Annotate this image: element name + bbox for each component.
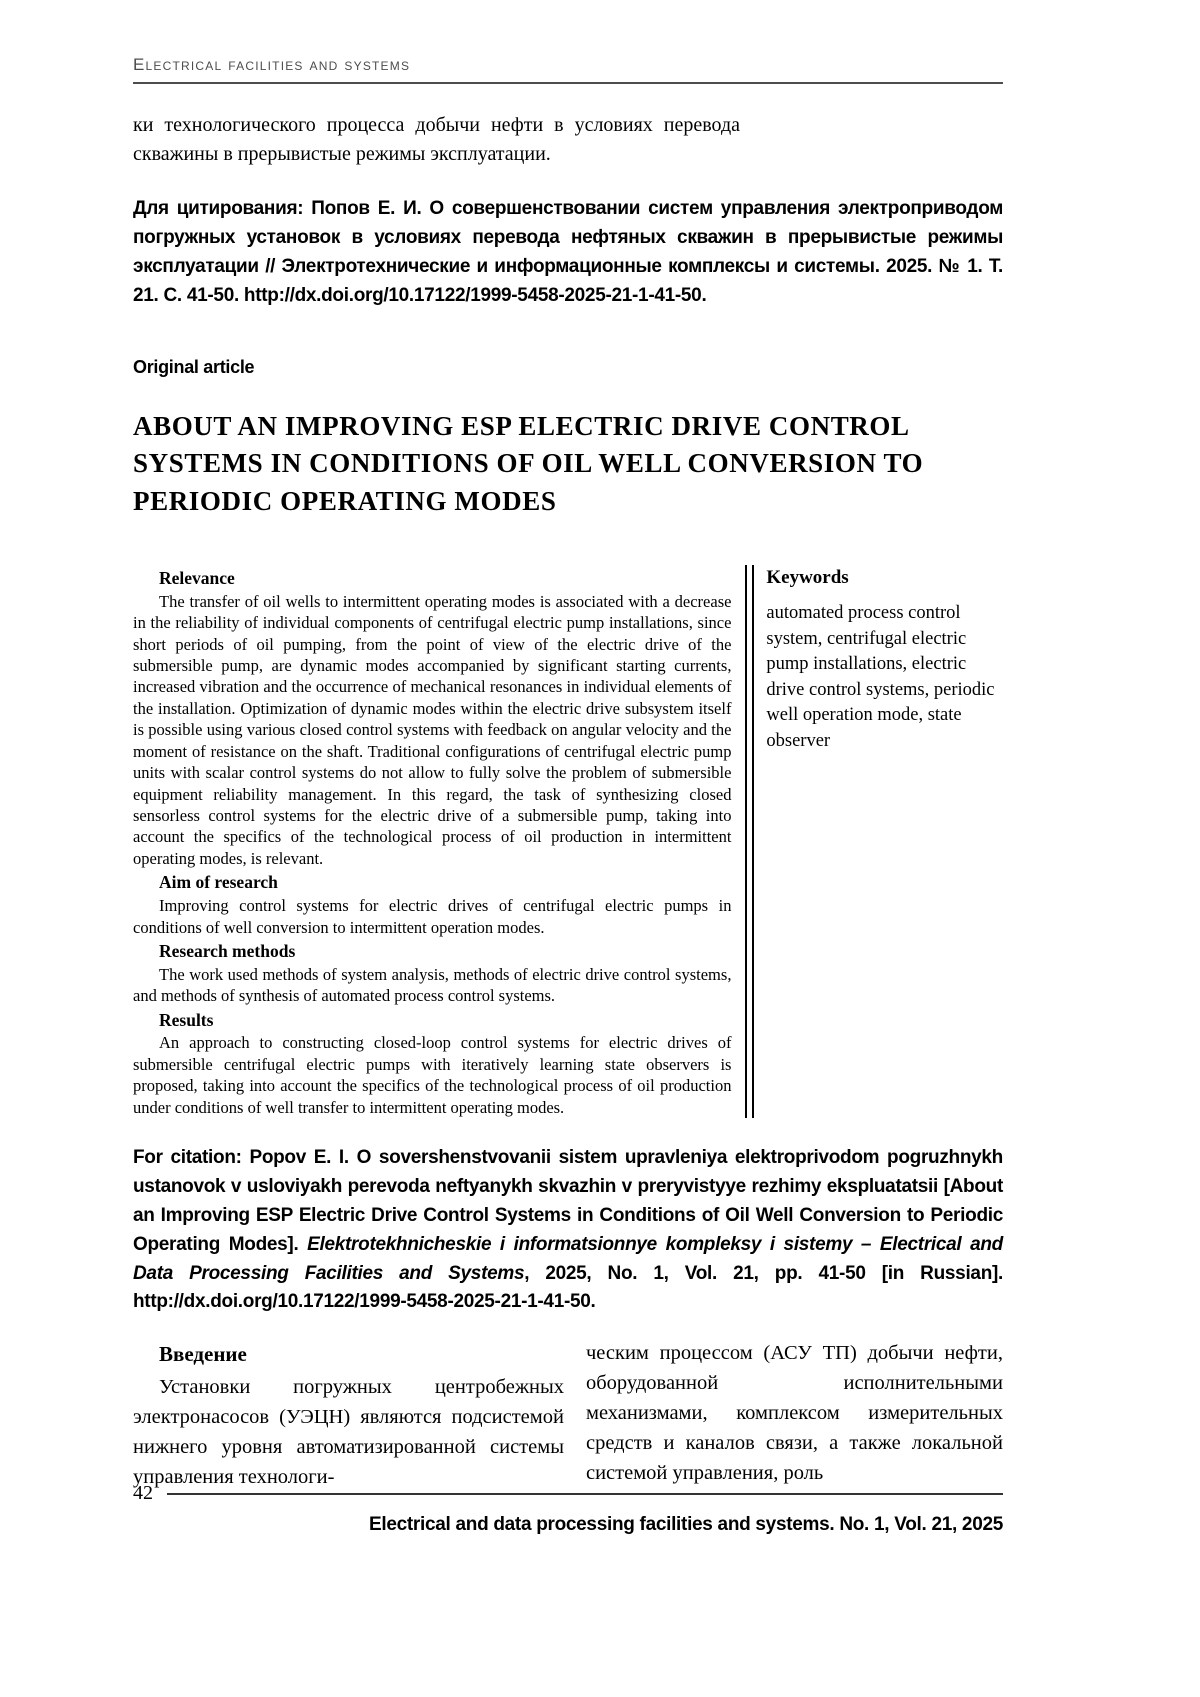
abstract-section-text: An approach to constructing closed-loop control systems for electric drives of submersible centrifugal electric pumps with iteratively learning state observers is proposed, taking into account the specifics of the technological process of oil production under conditions of well transfer to intermittent operating modes.	[133, 1033, 732, 1117]
keywords-column	[766, 565, 1003, 1118]
body-column-left	[133, 1339, 564, 1492]
journal-footer-line: Electrical and data processing facilities and systems. No. 1, Vol. 21, 2025	[369, 1514, 1003, 1535]
citation-en-text-1: Popov E. I. O sovershenstvovanii sistem upravleniya elektroprivodom pogruzhnykh ustanovok v usloviyakh perevoda neftyanykh skvazhin v preryvistyye rezhimy ekspluatatsii [About an Improving ESP Electric Drive Control Systems in Conditions of Oil Well Conversion to Periodic Operating Modes].	[133, 1147, 1003, 1255]
citation-en	[133, 1144, 1003, 1317]
body-paragraph-left: Установки погружных центробежных электронасосов (УЭЦН) являются подсистемой нижнего уровня автоматизированной системы управления технологи-	[133, 1375, 564, 1488]
abstract-block	[133, 565, 1003, 1118]
abstract-section-heading: Research methods	[159, 940, 296, 961]
running-head: Electrical facilities and systems	[133, 55, 1003, 84]
abstract-column	[133, 565, 731, 1118]
introduction-heading: Введение	[159, 1342, 247, 1367]
abstract-section-heading: Results	[159, 1009, 214, 1030]
abstract-section-text: The transfer of oil wells to intermittent operating modes is associated with a decrease in the reliability of individual components of centrifugal electric pump installations, since short periods of oil pumping, from the point of view of the electric drive of the submersible pump, are dynamic modes accompanied by significant starting currents, increased vibration and the occurrence of mechanical resonances in individual elements of the installation. Optimization of dynamic modes within the electric drive subsystem itself is possible using various closed control systems with feedback on angular velocity and the moment of resistance on the shaft. Traditional configurations of centrifugal electric pump units with scalar control systems do not allow to fully solve the problem of submersible equipment reliability management. In this regard, the task of synthesizing closed sensorless control systems for the electric drive of a submersible pump, taking into account the specifics of the technological process of oil production in intermittent operating modes, is relevant.	[133, 591, 732, 868]
continued-paragraph: ки технологического процесса добычи нефти в условиях перевода скважины в прерывистые режимы эксплуатации.	[133, 114, 740, 165]
body-paragraph-right: ческим процессом (АСУ ТП) добычи нефти, оборудованной исполнительными механизмами, комплексом измерительных средств и каналов связи, а также локальной системой управления, роль	[585, 1342, 1003, 1485]
keywords-heading: Keywords	[766, 566, 849, 588]
abstract-section-heading: Aim of research	[159, 872, 278, 893]
citation-ru	[133, 195, 1003, 311]
article-type-label: Original article	[133, 356, 255, 377]
citation-en-text-2: , 2025, No. 1, Vol. 21, pp. 41-50 [in Russian]. http://dx.doi.org/10.17122/1999-5458-2025-21-1-41-50.	[133, 1262, 1004, 1313]
page-footer	[133, 1482, 1003, 1536]
footer-rule-row	[133, 1482, 1003, 1505]
page-number: 42	[133, 1482, 153, 1504]
citation-en-journal-title: Elektrotekhnicheskie i informatsionnye kompleksy i sistemy – Electrical and Data Processing Facilities and Systems	[133, 1233, 1003, 1284]
citation-ru-label: Для цитирования:	[133, 198, 304, 219]
keywords-text: automated process control system, centrifugal electric pump installations, electric drive control systems, periodic well operation mode, state observer	[766, 603, 995, 751]
body-text-block	[133, 1339, 1003, 1492]
column-divider	[745, 565, 754, 1118]
footer-rule	[167, 1493, 1003, 1495]
citation-ru-text: Попов Е. И. О совершенствовании систем управления электроприводом погружных установок в условиях перевода нефтяных скважин в прерывистые режимы эксплуатации // Электротехнические и информационные комплексы и системы. 2025. № 1. Т. 21. С. 41-50. http://dx.doi.org/10.17122/1999-5458-2025-21-1-41-50.	[133, 198, 1004, 306]
citation-en-label: For citation:	[133, 1147, 242, 1169]
body-column-right	[586, 1339, 1003, 1492]
abstract-section-text: The work used methods of system analysis, methods of electric drive control systems, and methods of synthesis of automated process control systems.	[133, 964, 732, 1006]
abstract-section-heading: Relevance	[159, 567, 235, 588]
article-title: ABOUT AN IMPROVING ESP ELECTRIC DRIVE CONTROL SYSTEMS IN CONDITIONS OF OIL WELL CONVERSION TO PERIODIC OPERATING MODES	[133, 410, 924, 517]
abstract-section-text: Improving control systems for electric drives of centrifugal electric pumps in conditions of well conversion to intermittent operation modes.	[133, 896, 732, 937]
